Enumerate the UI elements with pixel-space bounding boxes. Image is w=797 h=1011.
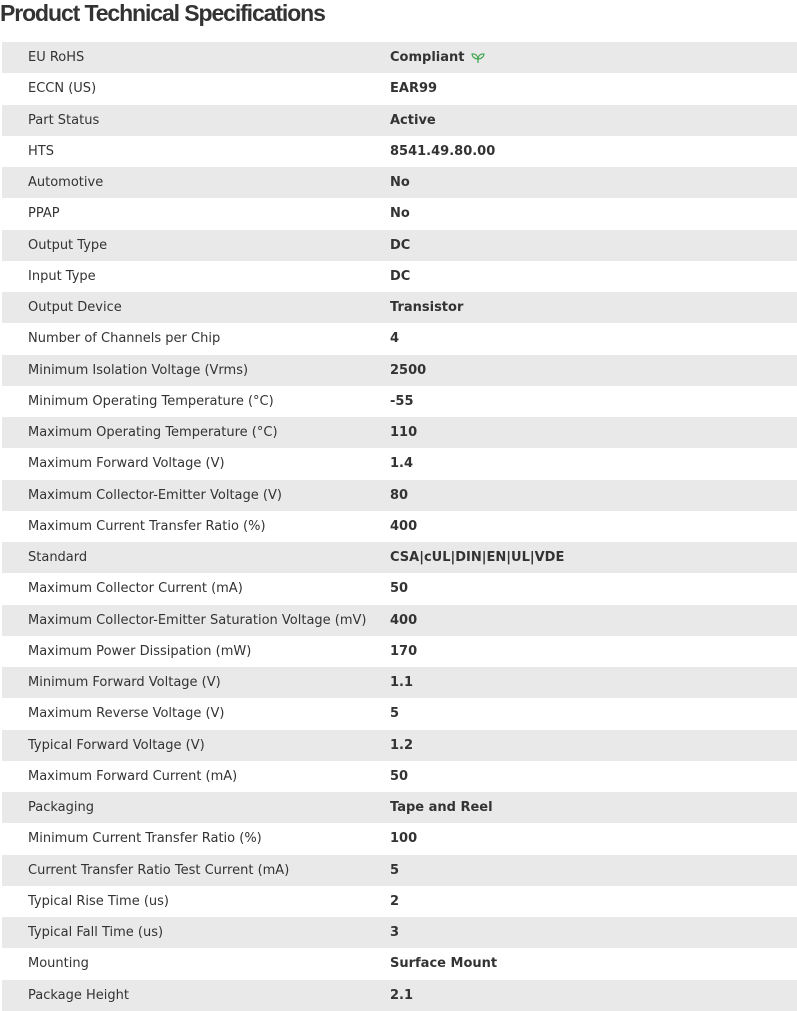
spec-value-text: Transistor: [390, 300, 464, 316]
spec-value: [390, 206, 410, 221]
spec-value-text: 2.1: [390, 987, 414, 1003]
spec-value-text: 400: [390, 612, 418, 628]
spec-value-text: 1.4: [390, 456, 414, 472]
spec-label: Minimum Forward Voltage (V): [28, 675, 221, 691]
table-row: [2, 511, 797, 542]
table-row: [2, 761, 797, 792]
spec-label: Minimum Current Transfer Ratio (%): [28, 831, 262, 847]
spec-value: [390, 738, 413, 753]
spec-value: [390, 363, 426, 378]
spec-label: Output Device: [28, 300, 122, 316]
table-row: [2, 667, 797, 698]
spec-value-text: 110: [390, 425, 418, 441]
spec-label: Maximum Collector-Emitter Voltage (V): [28, 487, 282, 503]
spec-value: [390, 425, 417, 440]
spec-value-text: 4: [390, 331, 400, 347]
spec-value: [390, 519, 417, 534]
spec-label: Output Type: [28, 237, 108, 253]
spec-label: HTS: [28, 143, 54, 159]
spec-label: Maximum Power Dissipation (mW): [28, 643, 252, 659]
spec-value-text: 400: [390, 518, 418, 534]
spec-value-text: Tape and Reel: [390, 800, 493, 816]
table-row: [2, 855, 797, 886]
spec-value-text: 80: [390, 487, 409, 503]
spec-label: Maximum Collector-Emitter Saturation Voltage (mV): [28, 612, 367, 628]
spec-value: [390, 581, 408, 596]
spec-value-text: EAR99: [390, 81, 438, 97]
spec-value: [390, 488, 408, 503]
spec-value-text: Surface Mount: [390, 956, 498, 972]
spec-value: [390, 175, 410, 190]
spec-value-text: No: [390, 175, 410, 191]
table-row: [2, 573, 797, 604]
leaf-icon: [471, 52, 485, 64]
table-row: [2, 167, 797, 198]
spec-label: PPAP: [28, 206, 60, 222]
table-row: [2, 480, 797, 511]
spec-value-text: 2: [390, 893, 400, 909]
spec-label: Minimum Isolation Voltage (Vrms): [28, 362, 249, 378]
spec-label: ECCN (US): [28, 81, 97, 97]
table-row: [2, 917, 797, 948]
spec-label: Typical Rise Time (us): [28, 893, 169, 909]
spec-value-text: 1.1: [390, 675, 414, 691]
table-row: [2, 230, 797, 261]
table-row: [2, 698, 797, 729]
spec-value-text: 50: [390, 581, 409, 597]
table-row: [2, 105, 797, 136]
spec-value: [390, 675, 413, 690]
table-row: [2, 42, 797, 73]
spec-value: [390, 769, 408, 784]
table-row: [2, 448, 797, 479]
spec-label: Current Transfer Ratio Test Current (mA): [28, 862, 290, 878]
spec-value-text: Active: [390, 112, 436, 128]
spec-value-text: Compliant: [390, 50, 465, 66]
spec-value: [390, 81, 437, 96]
spec-value-text: No: [390, 206, 410, 222]
spec-label: Part Status: [28, 112, 100, 128]
spec-value-text: 5: [390, 706, 400, 722]
spec-value: [390, 113, 436, 128]
table-row: [2, 948, 797, 979]
spec-label: Standard: [28, 550, 88, 566]
spec-value-text: 50: [390, 768, 409, 784]
table-row: [2, 542, 797, 573]
table-row: [2, 730, 797, 761]
spec-value-text: DC: [390, 237, 411, 253]
spec-value: [390, 925, 399, 940]
table-row: [2, 636, 797, 667]
spec-value: [390, 550, 564, 565]
spec-value: [390, 831, 417, 846]
spec-value: [390, 238, 410, 253]
table-row: [2, 417, 797, 448]
spec-label: EU RoHS: [28, 50, 85, 66]
spec-value: [390, 613, 417, 628]
spec-value: [390, 50, 485, 65]
table-row: [2, 73, 797, 104]
spec-value-text: 5: [390, 862, 400, 878]
spec-table: [2, 42, 797, 1011]
spec-label: Maximum Reverse Voltage (V): [28, 706, 225, 722]
table-row: [2, 823, 797, 854]
spec-value: [390, 800, 493, 815]
spec-label: Maximum Current Transfer Ratio (%): [28, 518, 266, 534]
table-row: [2, 198, 797, 229]
spec-label: Automotive: [28, 175, 104, 191]
spec-value-text: 3: [390, 925, 400, 941]
table-row: [2, 886, 797, 917]
spec-value: [390, 706, 399, 721]
spec-value: [390, 394, 414, 409]
spec-value: [390, 269, 410, 284]
spec-label: Maximum Collector Current (mA): [28, 581, 243, 597]
spec-value-text: DC: [390, 268, 411, 284]
spec-value: [390, 894, 399, 909]
table-row: [2, 792, 797, 823]
spec-value: [390, 863, 399, 878]
spec-value: [390, 456, 413, 471]
spec-value-text: 8541.49.80.00: [390, 143, 496, 159]
spec-value: [390, 331, 399, 346]
spec-label: Number of Channels per Chip: [28, 331, 221, 347]
spec-label: Maximum Operating Temperature (°C): [28, 425, 278, 441]
table-row: [2, 261, 797, 292]
spec-label: Typical Fall Time (us): [28, 925, 164, 941]
table-row: [2, 605, 797, 636]
spec-label: Mounting: [28, 956, 89, 972]
table-row: [2, 980, 797, 1011]
spec-label: Packaging: [28, 800, 94, 816]
table-row: [2, 386, 797, 417]
spec-value-text: 100: [390, 831, 418, 847]
spec-label: Maximum Forward Current (mA): [28, 768, 238, 784]
table-row: [2, 292, 797, 323]
spec-value: [390, 144, 495, 159]
spec-value-text: 2500: [390, 362, 427, 378]
spec-value-text: CSA|cUL|DIN|EN|UL|VDE: [390, 550, 565, 566]
spec-value: [390, 644, 417, 659]
spec-label: Typical Forward Voltage (V): [28, 737, 205, 753]
spec-value-text: -55: [390, 393, 414, 409]
spec-label: Maximum Forward Voltage (V): [28, 456, 225, 472]
spec-value: [390, 988, 413, 1003]
spec-label: Package Height: [28, 987, 129, 1003]
spec-value: [390, 956, 497, 971]
table-row: [2, 323, 797, 354]
spec-label: Minimum Operating Temperature (°C): [28, 393, 274, 409]
spec-value-text: 170: [390, 643, 418, 659]
table-row: [2, 136, 797, 167]
spec-label: Input Type: [28, 268, 96, 284]
spec-value-text: 1.2: [390, 737, 414, 753]
table-row: [2, 355, 797, 386]
page-title: Product Technical Specifications: [0, 0, 325, 26]
spec-value: [390, 300, 463, 315]
